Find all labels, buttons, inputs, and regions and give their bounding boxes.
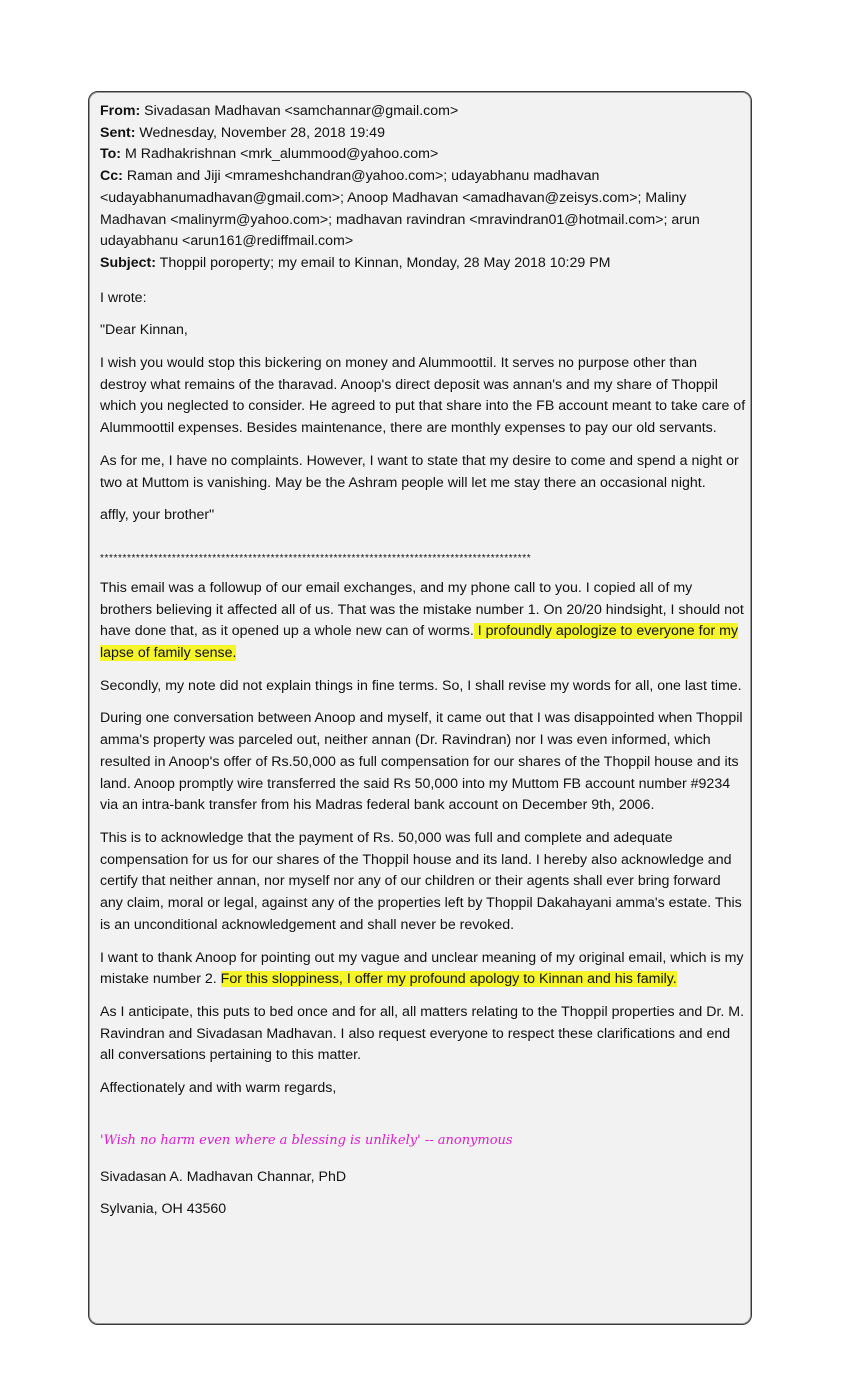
quoted-closing: affly, your brother" (100, 507, 215, 524)
body-paragraph-1-text: This email was a followup of our email exchanges, and my phone call to you. I copied all of my brothers believing it affected all of us. That was the mistake number 1. On 20/20 hindsight, I should not have done that, as it opened up a whole new can of worms. (100, 579, 744, 640)
from-value: Sivadasan Madhavan <samchannar@gmail.com> (140, 103, 459, 119)
body-paragraph-1 (100, 578, 747, 665)
sent-value: Wednesday, November 28, 2018 19:49 (135, 124, 385, 141)
to-label: To: (100, 146, 122, 163)
quoted-paragraph-1: I wish you would stop this bickering on money and Alummoottil. It serves no purpose other than destroy what remains of the tharavad. Anoop's direct deposit was annan's and my share of Thoppil which you neglected to consider. He agreed to put that share into the FB account meant to take care of Alummoottil expenses. Besides maintenance, there are monthly expenses to pay our old servants. (100, 355, 746, 437)
subject-label: Subject: (100, 254, 156, 271)
body-paragraph-5 (100, 948, 747, 991)
to-value: M Radhakrishnan <mrk_alummood@yahoo.com> (121, 146, 439, 163)
from-line (100, 101, 747, 123)
cc-line (100, 166, 747, 253)
sent-line (100, 123, 747, 145)
cc-label: Cc: (100, 168, 123, 185)
signature-location: Sylvania, OH 43560 (100, 1201, 227, 1218)
signature-quote: 'Wish no harm even where a blessing is unlikely' -- anonymous (100, 1132, 513, 1148)
cc-value: Raman and Jiji <mrameshchandran@yahoo.com>; udayabhanu madhavan <udayabhanumadhavan@gmail.com>; Anoop Madhavan <amadhavan@zeisys.com>; Maliny Madhavan <malinyrm@yahoo.com>; madhavan ravindran <mravindran01@hotmail.com>; arun udayabhanu <arun161@rediffmail.com> (100, 168, 700, 250)
body-closing: Affectionately and with warm regards, (100, 1080, 337, 1097)
apology-highlight-1: I profoundly apologize to everyone for my lapse of family sense. (100, 623, 739, 662)
body-paragraph-4: This is to acknowledge that the payment of Rs. 50,000 was full and complete and adequate compensation for us for our shares of the Thoppil house and its land. I hereby also acknowledge and certify that neither annan, nor myself nor any of our children or their agents shall ever bring forward any claim, moral or legal, against any of the properties left by Thoppil Dakahayani amma's estate. This is an unconditional acknowledgement and shall never be revoked. (100, 829, 742, 933)
subject-value: Thoppil poroperty; my email to Kinnan, Monday, 28 May 2018 10:29 PM (155, 254, 611, 271)
sent-label: Sent: (100, 124, 136, 141)
apology-highlight-2: For this sloppiness, I offer my profound apology to Kinnan and his family. (220, 971, 677, 988)
body-paragraph-5-text: I want to thank Anoop for pointing out my vague and unclear meaning of my original email, which is my mistake number 2. (100, 949, 744, 988)
quoted-paragraph-2: As for me, I have no complaints. However, I want to state that my desire to come and spend a night or two at Muttom is vanishing. May be the Ashram people will let me stay there an occasional night. (100, 452, 739, 491)
quoted-salutation: "Dear Kinnan, (100, 322, 188, 339)
quoted-intro: I wrote: (100, 289, 147, 306)
from-label: From: (100, 103, 141, 119)
signature-name: Sivadasan A. Madhavan Channar, PhD (100, 1169, 347, 1186)
separator-line: ************************************************************************************************ (100, 552, 532, 564)
email-message-box (88, 91, 752, 1325)
body-paragraph-3: During one conversation between Anoop and myself, it came out that I was disappointed when Thoppil amma's property was parceled out, neither annan (Dr. Ravindran) nor I was even informed, which resulted in Anoop's offer of Rs.50,000 as full compensation for our shares of the Thoppil house and its land. Anoop promptly wire transferred the said Rs 50,000 into my Muttom FB account number #9234 via an intra-bank transfer from his Madras federal bank account on December 9th, 2006. (100, 710, 743, 814)
subject-line (100, 253, 747, 275)
to-line (100, 144, 747, 166)
email-header (100, 101, 747, 275)
body-paragraph-6: As I anticipate, this puts to bed once and for all, all matters relating to the Thoppil properties and Dr. M. Ravindran and Sivadasan Madhavan. I also request everyone to respect these clarifications and end all conversations pertaining to this matter. (100, 1003, 745, 1064)
body-paragraph-2: Secondly, my note did not explain things in fine terms. So, I shall revise my words for all, one last time. (100, 677, 742, 694)
